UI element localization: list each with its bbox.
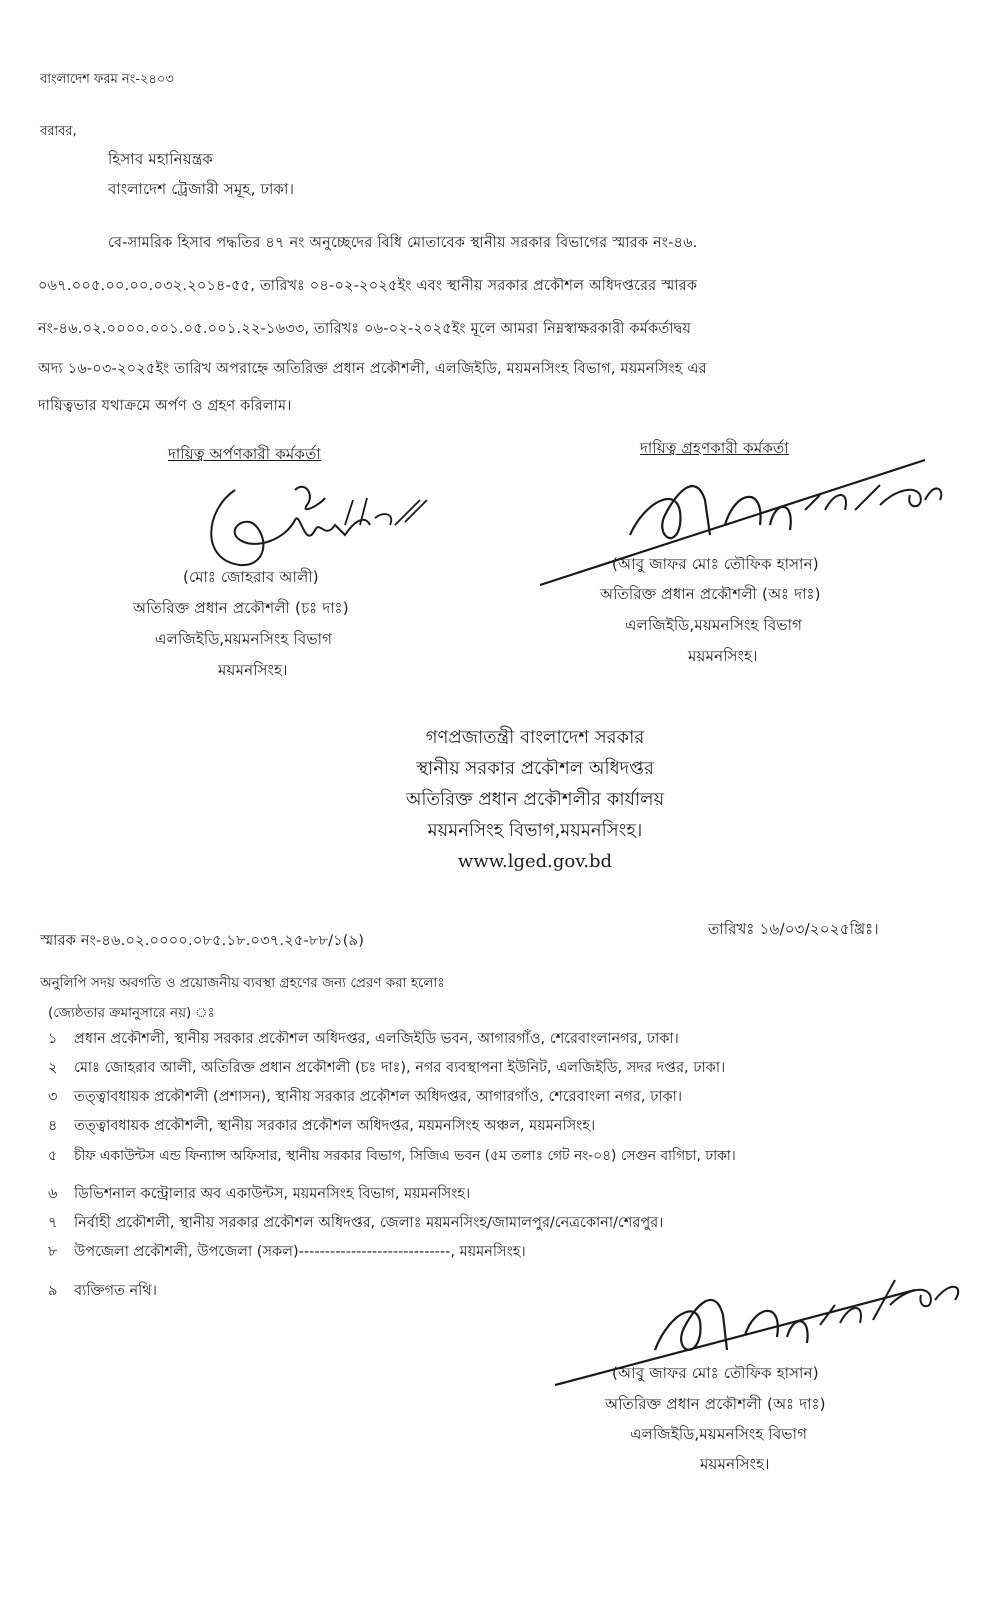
list-item	[48, 1028, 679, 1052]
bottom-signatory-designation: অতিরিক্ত প্রধান প্রকৌশলী (অঃ দাঃ)	[605, 1395, 826, 1413]
takeover-officer-office: এলজিইডি,ময়মনসিংহ বিভাগ	[625, 616, 803, 634]
list-item-number: ৬	[48, 1186, 58, 1202]
recipient-title: হিসাব মহানিয়ন্ত্রক	[108, 150, 214, 168]
list-item-number: ৩	[48, 1089, 58, 1105]
letterhead	[325, 722, 745, 877]
bottom-signatory-office: এলজিইডি,ময়মনসিংহ বিভাগ	[630, 1425, 808, 1443]
list-item-text: প্রধান প্রকৌশলী, স্থানীয় সরকার প্রকৌশল অধিদপ্তর, এলজিইডি ভবন, আগারগাঁও, শেরেবাংলানগর, ঢাকা।	[74, 1031, 679, 1047]
list-item	[48, 1183, 470, 1207]
letterhead-department: স্থানীয় সরকার প্রকৌশল অধিদপ্তর	[416, 758, 654, 779]
list-item-number: ১	[48, 1031, 58, 1047]
letterhead-office: অতিরিক্ত প্রধান প্রকৌশলীর কার্যালয়	[405, 789, 665, 810]
list-item-text: মোঃ জোহরাব আলী, অতিরিক্ত প্রধান প্রকৌশলী (চঃ দাঃ), নগর ব্যবস্থাপনা ইউনিট, এলজিইডি, সদর দপ্তর, ঢাকা।	[74, 1060, 726, 1076]
handover-signature	[195, 470, 435, 580]
takeover-officer-city: ময়মনসিংহ।	[688, 647, 758, 665]
list-item-number: ৮	[48, 1244, 58, 1260]
list-item-text: ডিভিশনাল কন্ট্রোলার অব একাউন্টস, ময়মনসিংহ বিভাগ, ময়মনসিংহ।	[74, 1186, 471, 1202]
takeover-officer-designation: অতিরিক্ত প্রধান প্রকৌশলী (অঃ দাঃ)	[600, 585, 821, 603]
takeover-officer-caption: দায়িত্ব গ্রহণকারী কর্মকর্তা	[640, 439, 789, 457]
list-item-text: উপজেলা প্রকৌশলী, উপজেলা (সকল)-----------------------------, ময়মনসিংহ।	[74, 1244, 526, 1260]
bottom-signatory-city: ময়মনসিংহ।	[700, 1455, 770, 1473]
list-item	[48, 1057, 725, 1081]
handover-officer-name: (মোঃ জোহরাব আলী)	[183, 568, 319, 586]
memo-date: তারিখঃ ১৬/০৩/২০২৫খ্রিঃ।	[708, 920, 879, 938]
paragraph-line-2: ০৬৭.০০৫.০০.০০.০৩২.২০১৪-৫৫, তারিখঃ ০৪-০২-২০২৫ইং এবং স্থানীয় সরকার প্রকৌশল অধিদপ্তরের স্মারক	[38, 278, 698, 294]
copy-note-order: (জ্যেষ্ঠতার ক্রমানুসারে নয়) ঃ	[48, 1005, 215, 1021]
copy-note: অনুলিপি সদয় অবগতি ও প্রয়োজনীয় ব্যবস্থা গ্রহণের জন্য প্রেরণ করা হলোঃ	[40, 975, 445, 991]
bottom-signatory-name: (আবু জাফর মোঃ তৌফিক হাসান)	[612, 1364, 819, 1382]
takeover-officer-name: (আবু জাফর মোঃ তৌফিক হাসান)	[612, 555, 819, 573]
letterhead-website: www.lged.gov.bd	[457, 851, 613, 872]
list-item-number: ৯	[48, 1283, 58, 1299]
salutation: বরাবর,	[40, 124, 77, 139]
list-item-text: তত্ত্বাবধায়ক প্রকৌশলী (প্রশাসন), স্থানীয় সরকার প্রকৌশল অধিদপ্তর, আগারগাঁও, শেরেবাংলা নগর, ঢাকা।	[74, 1089, 683, 1105]
form-number: বাংলাদেশ ফরম নং-২৪০৩	[40, 72, 174, 87]
handover-officer-city: ময়মনসিংহ।	[218, 661, 288, 679]
list-item	[48, 1280, 157, 1304]
list-item-number: ৫	[48, 1148, 57, 1164]
handover-officer-office: এলজিইডি,ময়মনসিংহ বিভাগ	[155, 630, 333, 648]
list-item	[48, 1086, 682, 1110]
list-item	[48, 1212, 663, 1236]
list-item-text: ব্যক্তিগত নথি।	[74, 1283, 157, 1299]
list-item-number: ৪	[48, 1118, 58, 1134]
recipient-office: বাংলাদেশ ট্রেজারী সমূহ, ঢাকা।	[108, 180, 295, 198]
paragraph-line-3: নং-৪৬.০২.০০০০.০০১.০৫.০০১.২২-১৬৩৩, তারিখঃ ০৬-০২-২০২৫ইং মূলে আমরা নিম্নস্বাক্ষরকারী কর্মকর্তাদ্বয়	[38, 321, 692, 337]
paragraph-line-1: বে-সামরিক হিসাব পদ্ধতির ৪৭ নং অনুচ্ছেদের বিধি মোতাবেক স্থানীয় সরকার বিভাগের স্মারক নং-৪৬.	[108, 235, 698, 251]
paragraph-line-4: অদ্য ১৬-০৩-২০২৫ইং তারিখ অপরাহ্নে অতিরিক্ত প্রধান প্রকৌশলী, এলজিইডি, ময়মনসিংহ বিভাগ, ময়মনসিংহ এর	[38, 361, 707, 377]
list-item	[48, 1144, 736, 1168]
list-item	[48, 1241, 526, 1265]
letterhead-government: গণপ্রজাতন্ত্রী বাংলাদেশ সরকার	[425, 727, 645, 748]
letterhead-location: ময়মনসিংহ বিভাগ,ময়মনসিংহ।	[427, 820, 643, 841]
list-item-text: নির্বাহী প্রকৌশলী, স্থানীয় সরকার প্রকৌশল অধিদপ্তর, জেলাঃ ময়মনসিংহ/জামালপুর/নেত্রকোনা/শেরপুর।	[74, 1215, 664, 1231]
handover-officer-caption: দায়িত্ব অর্পণকারী কর্মকর্তা	[168, 445, 321, 463]
handover-officer-designation: অতিরিক্ত প্রধান প্রকৌশলী (চঃ দাঃ)	[133, 599, 349, 617]
list-item	[48, 1115, 595, 1139]
memo-number: স্মারক নং-৪৬.০২.০০০০.০৮৫.১৮.০৩৭.২৫-৮৮/১(৯)	[40, 933, 365, 949]
list-item-text: চীফ একাউন্টস এন্ড ফিন্যান্স অফিসার, স্থানীয় সরকার বিভাগ, সিজিএ ভবন (৫ম তলাঃ গেট নং-০৪) সেগুন বাগিচা, ঢাকা।	[74, 1148, 736, 1164]
list-item-text: তত্ত্বাবধায়ক প্রকৌশলী, স্থানীয় সরকার প্রকৌশল অধিদপ্তর, ময়মনসিংহ অঞ্চল, ময়মনসিংহ।	[74, 1118, 596, 1134]
list-item-number: ৭	[48, 1215, 58, 1231]
paragraph-line-5: দায়িত্বভার যথাক্রমে অর্পণ ও গ্রহণ করিলাম।	[38, 398, 292, 414]
list-item-number: ২	[48, 1060, 58, 1076]
